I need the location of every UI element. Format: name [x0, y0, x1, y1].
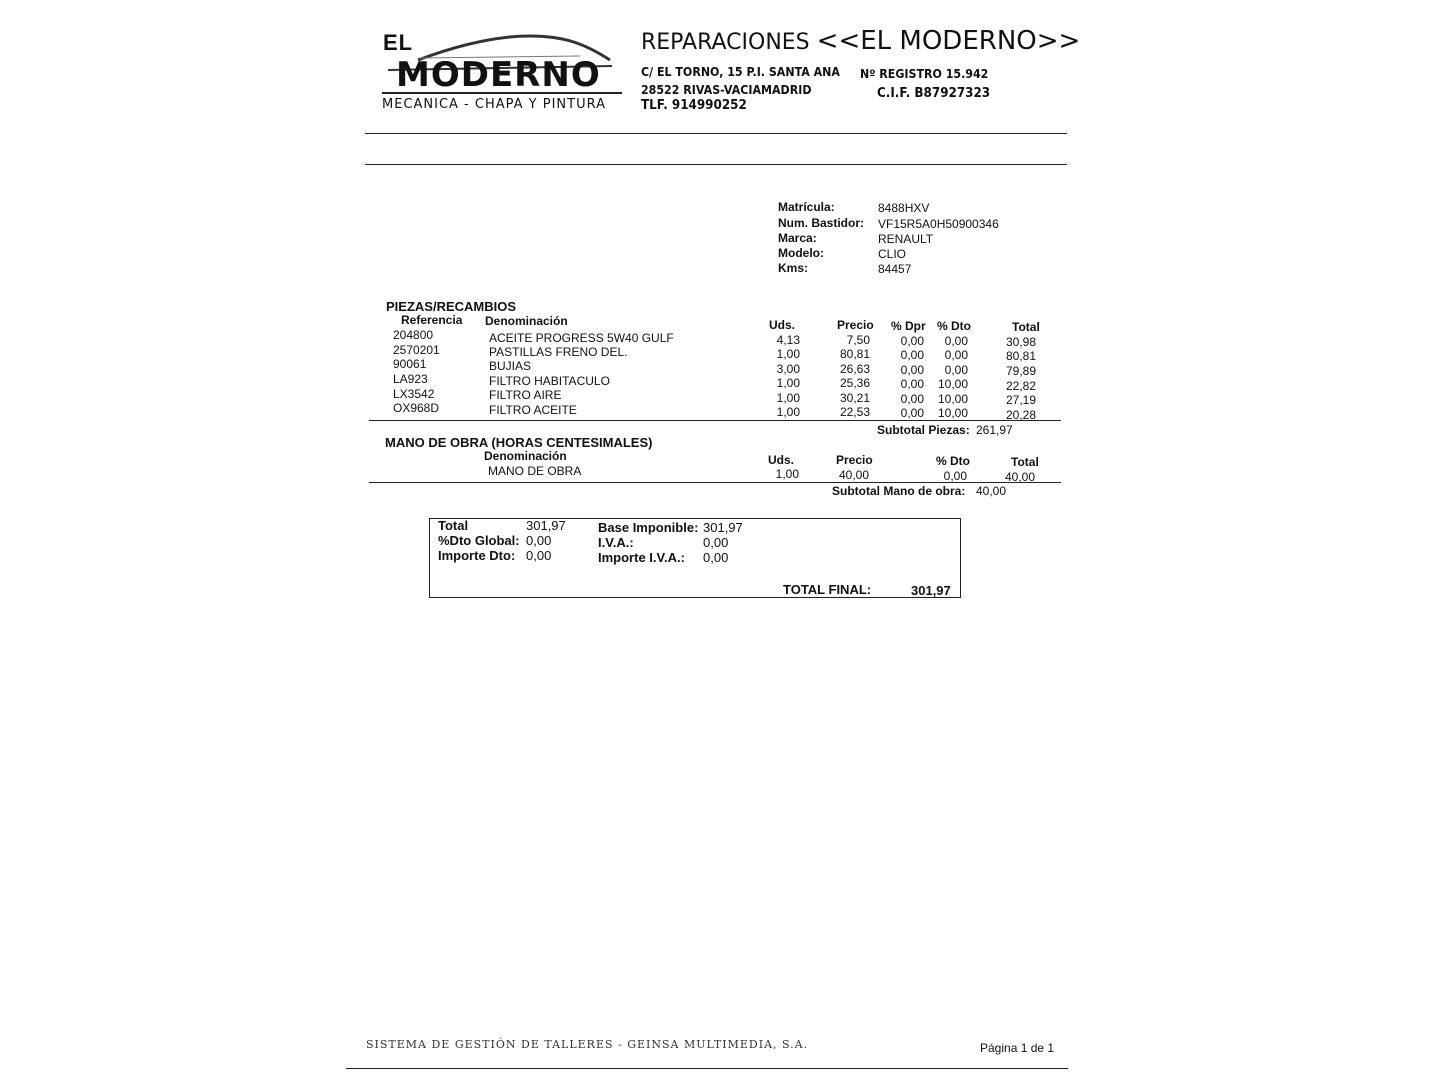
dto-global-label: %Dto Global:	[438, 533, 520, 548]
cell-precio: 40,00	[838, 468, 869, 482]
total-label: Total	[438, 518, 469, 533]
cell-uds: 4,13	[776, 333, 800, 347]
vehicle-value: 8488HXV	[878, 201, 930, 215]
cif: C.I.F. B87927323	[877, 86, 991, 101]
cell-den: FILTRO HABITACULO	[489, 374, 610, 388]
importe-iva-label: Importe I.V.A.:	[598, 550, 685, 565]
logo-main-text: MODERNO	[396, 55, 601, 95]
cell-precio: 22,53	[839, 405, 870, 419]
cell-den: FILTRO ACEITE	[489, 403, 577, 417]
logo-el-text: EL	[383, 30, 414, 55]
phone: TLF. 914990252	[641, 98, 747, 113]
registro: Nº REGISTRO 15.942	[860, 67, 989, 81]
title-prefix: REPARACIONES	[641, 30, 810, 55]
cell-dto: 10,00	[937, 377, 968, 391]
cell-dpr: 0,00	[900, 377, 924, 391]
cell-dpr: 0,00	[900, 334, 924, 348]
cell-total: 22,82	[1005, 379, 1036, 393]
address-line-2: 28522 RIVAS-VACIAMADRID	[641, 83, 812, 97]
cell-precio: 25,36	[839, 376, 870, 390]
subtotal-mano-obra-value: 40,00	[976, 484, 1007, 498]
cell-dto: 0,00	[943, 469, 967, 483]
cell-precio: 26,63	[839, 362, 870, 376]
col-header-total: Total	[1012, 320, 1040, 334]
col-header-dpr: % Dpr	[891, 319, 926, 333]
section-title-mano-obra: MANO DE OBRA (HORAS CENTESIMALES)	[385, 435, 653, 450]
vehicle-value: 84457	[878, 262, 912, 276]
cell-den: FILTRO AIRE	[489, 388, 562, 402]
cell-dpr: 0,00	[900, 392, 924, 406]
vehicle-value: CLIO	[878, 247, 907, 261]
logo-underline	[382, 92, 622, 94]
total-final-value: 301,97	[911, 583, 951, 598]
cell-uds: 1,00	[776, 376, 800, 390]
col-header-precio: Precio	[837, 318, 874, 332]
header-divider-2	[365, 164, 1067, 165]
cell-uds: 1,00	[776, 405, 800, 419]
header-divider-1	[365, 133, 1067, 134]
section-title-piezas: PIEZAS/RECAMBIOS	[386, 299, 517, 314]
importe-dto-value: 0,00	[526, 548, 552, 563]
cell-dto: 0,00	[944, 348, 968, 362]
title-main: <<EL MODERNO>>	[816, 26, 1081, 56]
cell-uds: 1,00	[776, 391, 800, 405]
cell-uds: 1,00	[775, 467, 799, 481]
col-header-dto: % Dto	[936, 454, 970, 468]
cell-uds: 1,00	[776, 347, 800, 361]
col-header-total: Total	[1011, 455, 1039, 469]
cell-dpr: 0,00	[900, 406, 924, 420]
total-value: 301,97	[526, 518, 566, 533]
cell-ref: LA923	[393, 372, 428, 386]
cell-uds: 3,00	[776, 362, 800, 376]
dto-global-value: 0,00	[526, 533, 552, 548]
col-header-precio: Precio	[836, 453, 873, 467]
vehicle-label: Kms:	[778, 261, 809, 275]
importe-iva-value: 0,00	[703, 550, 729, 565]
footer-page-number: Página 1 de 1	[980, 1041, 1055, 1055]
cell-total: 27,19	[1005, 393, 1036, 407]
cell-ref: OX968D	[393, 401, 440, 415]
cell-dto: 10,00	[937, 406, 968, 420]
cell-total: 40,00	[1004, 470, 1035, 484]
base-imponible-label: Base Imponible:	[598, 520, 699, 535]
cell-ref: 204800	[393, 328, 434, 342]
cell-total: 30,98	[1005, 335, 1036, 349]
vehicle-label: Modelo:	[778, 246, 824, 260]
col-header-referencia: Referencia	[401, 313, 463, 327]
cell-dto: 0,00	[944, 363, 968, 377]
logo-tagline: MECANICA - CHAPA Y PINTURA	[382, 97, 606, 112]
cell-dto: 10,00	[937, 392, 968, 406]
iva-value: 0,00	[703, 535, 729, 550]
importe-dto-label: Importe Dto:	[438, 548, 516, 563]
cell-precio: 30,21	[839, 391, 870, 405]
col-header-uds: Uds.	[768, 453, 795, 467]
subtotal-piezas-label: Subtotal Piezas:	[877, 423, 970, 437]
address-line-1: C/ EL TORNO, 15 P.I. SANTA ANA	[641, 65, 840, 79]
cell-den: MANO DE OBRA	[488, 464, 582, 478]
col-header-dto: % Dto	[937, 319, 971, 333]
vehicle-value: VF15R5A0H50900346	[878, 217, 999, 231]
cell-den: PASTILLAS FRENO DEL.	[489, 345, 628, 359]
cell-total: 20,28	[1005, 408, 1036, 422]
subtotal-piezas-value: 261,97	[976, 423, 1013, 437]
footer-divider	[346, 1068, 1068, 1069]
total-final-label: TOTAL FINAL:	[783, 582, 872, 597]
cell-ref: 90061	[393, 357, 427, 371]
cell-total: 79,89	[1005, 364, 1036, 378]
cell-den: ACEITE PROGRESS 5W40 GULF	[489, 331, 674, 345]
company-title	[641, 26, 1080, 56]
cell-dpr: 0,00	[900, 348, 924, 362]
col-header-denominacion: Denominación	[484, 449, 567, 463]
base-imponible-value: 301,97	[703, 520, 743, 535]
cell-precio: 80,81	[839, 347, 870, 361]
col-header-uds: Uds.	[769, 318, 796, 332]
cell-ref: 2570201	[393, 343, 440, 357]
cell-precio: 7,50	[846, 333, 870, 347]
cell-den: BUJIAS	[489, 359, 532, 373]
vehicle-value: RENAULT	[878, 232, 934, 246]
mano-obra-divider	[369, 482, 1061, 483]
cell-dto: 0,00	[944, 334, 968, 348]
cell-ref: LX3542	[393, 387, 435, 401]
vehicle-label: Matrícula:	[778, 200, 835, 214]
footer-system: SISTEMA DE GESTIÓN DE TALLERES - GEINSA MULTIMEDIA, S.A.	[366, 1038, 809, 1051]
vehicle-label: Num. Bastidor:	[778, 216, 865, 230]
cell-total: 80,81	[1005, 349, 1036, 363]
cell-dpr: 0,00	[900, 363, 924, 377]
col-header-denominacion: Denominación	[485, 314, 568, 328]
iva-label: I.V.A.:	[598, 535, 634, 550]
subtotal-mano-obra-label: Subtotal Mano de obra:	[832, 484, 966, 498]
piezas-divider	[369, 420, 1061, 421]
vehicle-label: Marca:	[778, 231, 817, 245]
